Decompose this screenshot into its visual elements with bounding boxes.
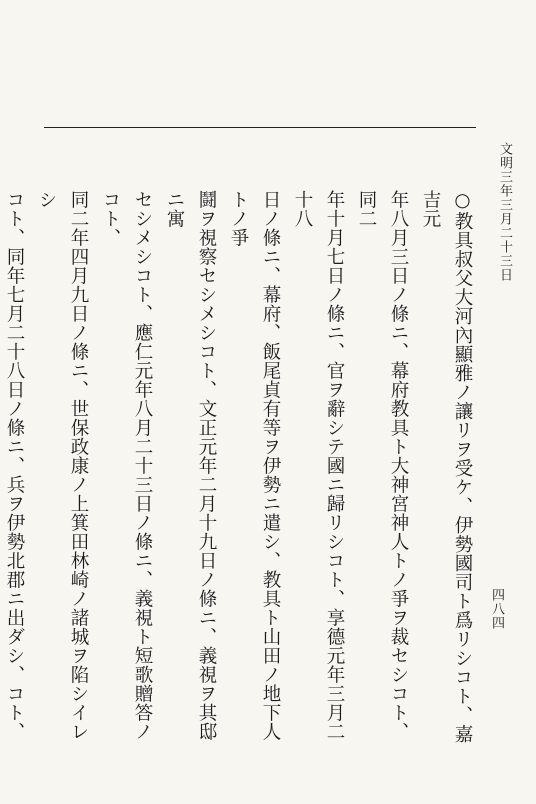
main-text: [4, 190, 478, 750]
text-column: セシメシコト、應仁元年八月二十三日ノ條ニ、義視ト短歌贈答ノコト、: [100, 190, 153, 741]
text-column: 日ノ條ニ、幕府、飯尾貞有等ヲ伊勢ニ遣シ、教具ト山田ノ地下人トノ爭: [228, 190, 281, 741]
text-column: 年八月三日ノ條ニ、幕府教具ト大神宮神人トノ爭ヲ裁セシコト、同二: [356, 190, 409, 741]
text-column: 鬪ヲ視察セシメシコト、文正元年二月十九日ノ條ニ、義視ヲ其邸ニ寓: [164, 190, 217, 741]
page-number: 四八四: [489, 588, 504, 630]
header-rule: [44, 127, 476, 128]
text-column: 年十月七日ノ條ニ、官ヲ辭シテ國ニ歸リシコト、享德元年三月二十八: [292, 190, 345, 741]
text-column: コト、同年七月二十八日ノ條ニ、兵ヲ伊勢北郡ニ出ダシ、コト、: [4, 190, 25, 741]
text-column: 同二年四月九日ノ條ニ、世保政康ノ上箕田林崎ノ諸城ヲ陷シイレシ: [36, 190, 89, 741]
text-column: ○教具叔父大河內顯雅ノ讓リヲ受ケ、伊勢國司ト爲リシコト、嘉吉元: [420, 190, 473, 744]
running-head: 文明三年三月二十三日: [497, 142, 512, 282]
